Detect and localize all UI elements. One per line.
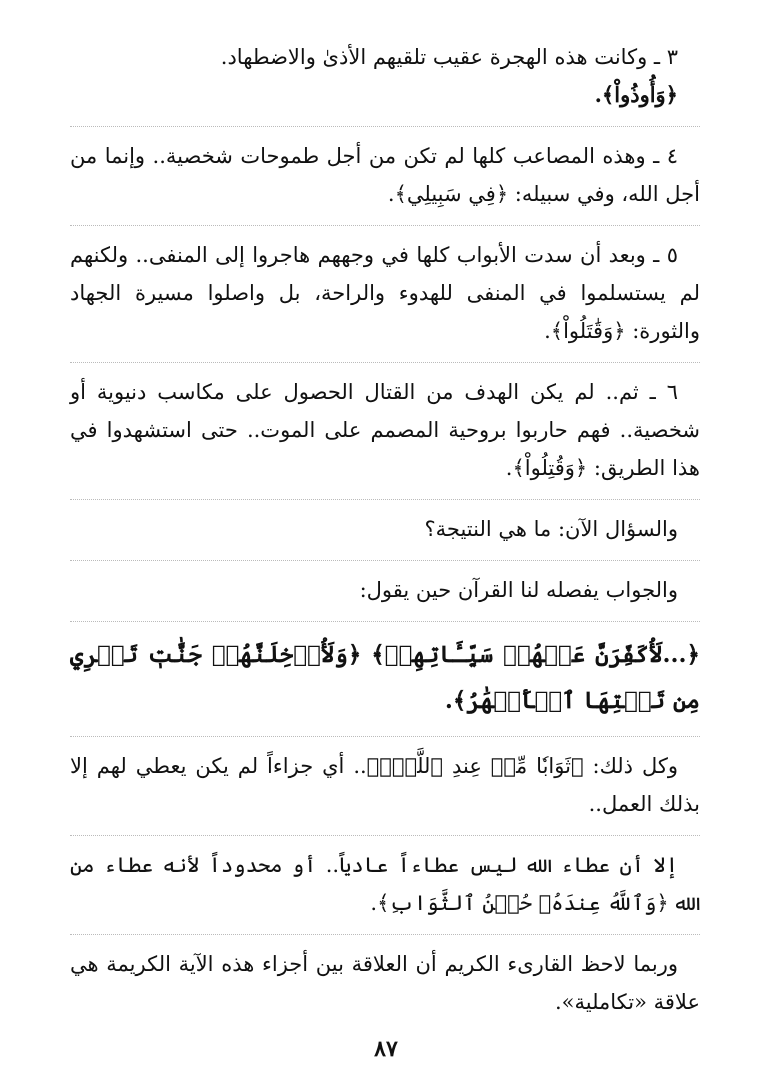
divider bbox=[70, 213, 700, 226]
divider bbox=[70, 609, 700, 622]
divider bbox=[70, 922, 700, 935]
divider bbox=[70, 114, 700, 127]
divider bbox=[70, 350, 700, 363]
paragraph-point-6: ٦ ـ ثم.. لم يكن الهدف من القتال الحصول على مكاسب دنيوية أو شخصية.. فهم حاربوا بروحية المصمم على الموت.. حتى استشهدوا في هذا الطريق: ﴿وَقُتِلُواْ﴾. bbox=[70, 380, 700, 480]
divider bbox=[70, 548, 700, 561]
divider bbox=[70, 487, 700, 500]
paragraph-conclusion: وربما لاحظ القارىء الكريم أن العلاقة بين أجزاء هذه الآية الكريمة هي علاقة «تكاملية». bbox=[70, 952, 700, 1014]
divider bbox=[70, 823, 700, 836]
verse-quote-1: ﴿وَأُوذُواْ﴾. bbox=[594, 82, 678, 107]
paragraph-point-4: ٤ ـ وهذه المصاعب كلها لم تكن من أجل طموحات شخصية.. وإنما من أجل الله، وفي سبيله: ﴿فِي سَبِيلِي﴾. bbox=[70, 144, 700, 206]
page-body bbox=[70, 38, 700, 1048]
paragraph-point-3: ٣ ـ وكانت هذه الهجرة عقيب تلقيهم الأذىٰ والاضطهاد. bbox=[220, 45, 678, 69]
paragraph-reward: وكل ذلك: ﴿ثَوَابٗا مِّنۡ عِندِ ٱللَّهِۚ﴾.. أي جزاءاً لم يكن يعطي لهم إلا بذلك العمل.. bbox=[70, 754, 700, 816]
paragraph-question: والسؤال الآن: ما هي النتيجة؟ bbox=[424, 517, 678, 541]
divider bbox=[70, 724, 700, 737]
paragraph-answer-intro: والجواب يفصله لنا القرآن حين يقول: bbox=[359, 578, 678, 602]
verse-quote-2: ﴿...لَأُكَفِّرَنَّ عَنۡهُمۡ سَيِّـَٔاتِهِمۡ﴾ ﴿وَلَأُدۡخِلَنَّهُمۡ جَنَّٰتٖ تَجۡرِي مِن تَحۡتِهَا ٱلۡأَنۡهَٰرُ﴾. bbox=[70, 641, 700, 714]
paragraph-divine-gift: إلا أن عطاء الله ليس عطاءاً عادياً.. أو محدوداً لأنه عطاء من الله ﴿وَٱللَّهُ عِندَهُۥ حُسۡنُ ٱلثَّوَابِ﴾. bbox=[70, 853, 700, 915]
page-number: ٨٧ bbox=[374, 1036, 398, 1062]
paragraph-point-5: ٥ ـ وبعد أن سدت الأبواب كلها في وجههم هاجروا إلى المنفى.. ولكنهم لم يستسلموا في المنفى للهدوء والراحة، بل واصلوا مسيرة الجهاد والثورة: ﴿وَقَٰتَلُواْ﴾. bbox=[70, 243, 700, 343]
